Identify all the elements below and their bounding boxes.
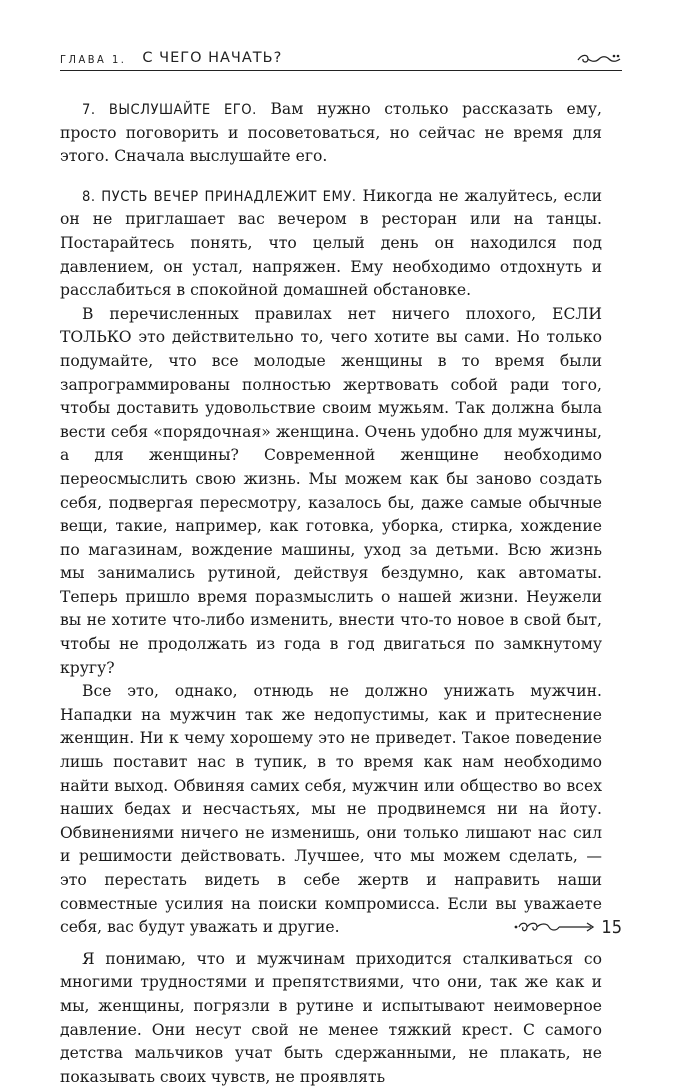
running-header xyxy=(60,40,622,71)
paragraph-rule-7 xyxy=(60,98,602,169)
header-ornament-icon xyxy=(576,52,622,66)
body-paragraph: Все это, однако, отнюдь не должно унижать мужчин. Нападки на мужчин так же недопустимы, как и притеснение женщин. Ни к чему хорошему это не приведет. Такое поведение лишь поставит нас в тупик, в то время как нам необходимо найти выход. Обвиняя самих себя, мужчин или общество во всех наших бедах и несчастьях, мы не продвинемся ни на йоту. Обвинениями ничего не изменишь, они только лишают нас сил и решимости действовать. Лучшее, что мы можем сделать, — это перестать видеть в себе жертв и направить наши совместные усилия на поиски компромисса. Если вы уважаете себя, вас будут уважать и другие. xyxy=(60,682,602,937)
page-number: 15 xyxy=(601,916,622,938)
rule-8-text: Никогда не жалуйтесь, если он не приглашает вас вечером в ресторан или на танцы. Постарайтесь понять, что целый день он находился под давлением, он устал, напряжен. Ему необходимо отдохнуть и расслабиться в спокойной домашней обстановке. xyxy=(60,186,602,300)
rule-7-heading: 7. ВЫСЛУШАЙТЕ ЕГО. xyxy=(82,101,257,118)
page-footer xyxy=(511,912,622,942)
body-paragraph: Я понимаю, что и мужчинам приходится сталкиваться со многими трудностями и препятствиями, что они, так же как и мы, женщины, погрязли в рутине и испытывают неимоверное давление. Они несут свой не менее тяжкий крест. С самого детства мальчиков учат быть сдержанными, не плакать, не показывать своих чувств, не проявлять xyxy=(60,949,602,1086)
rule-7-text: Вам нужно столько рассказать ему, просто поговорить и посоветоваться, но сейчас не время для этого. Сначала выслушайте его. xyxy=(60,100,603,166)
paragraph-rule-8 xyxy=(60,185,602,303)
footer-ornament-icon xyxy=(511,919,597,935)
body-paragraph: В перечисленных правилах нет ничего плохого, ЕСЛИ ТОЛЬКО это действительно то, чего хотите вы сами. Но только подумайте, что все молодые женщины в то время были запрограммированы полностью жертвовать собой ради того, чтобы доставить удовольствие своим мужьям. Так должна была вести себя «порядочная» женщина. Очень удобно для мужчины, а для женщины? Современной женщине необходимо переосмыслить свою жизнь. Мы можем как бы заново создать себя, подвергая пересмотру, казалось бы, даже самые обычные вещи, такие, например, как готовка, уборка, стирка, хождение по магазинам, вождение машины, уход за детьми. Всю жизнь мы занимались рутиной, действуя бездумно, как автоматы. Теперь пришло время поразмыслить о нашей жизни. Неужели вы не хотите что-либо изменить, внести что-то новое в свой быт, чтобы не продолжать из года в год двигаться по замкнутому кругу? xyxy=(60,304,602,677)
chapter-title: С ЧЕГО НАЧАТЬ? xyxy=(142,50,283,66)
rule-8-heading: 8. ПУСТЬ ВЕЧЕР ПРИНАДЛЕЖИТ ЕМУ. xyxy=(82,187,357,205)
chapter-label: ГЛАВА 1. xyxy=(60,53,127,66)
